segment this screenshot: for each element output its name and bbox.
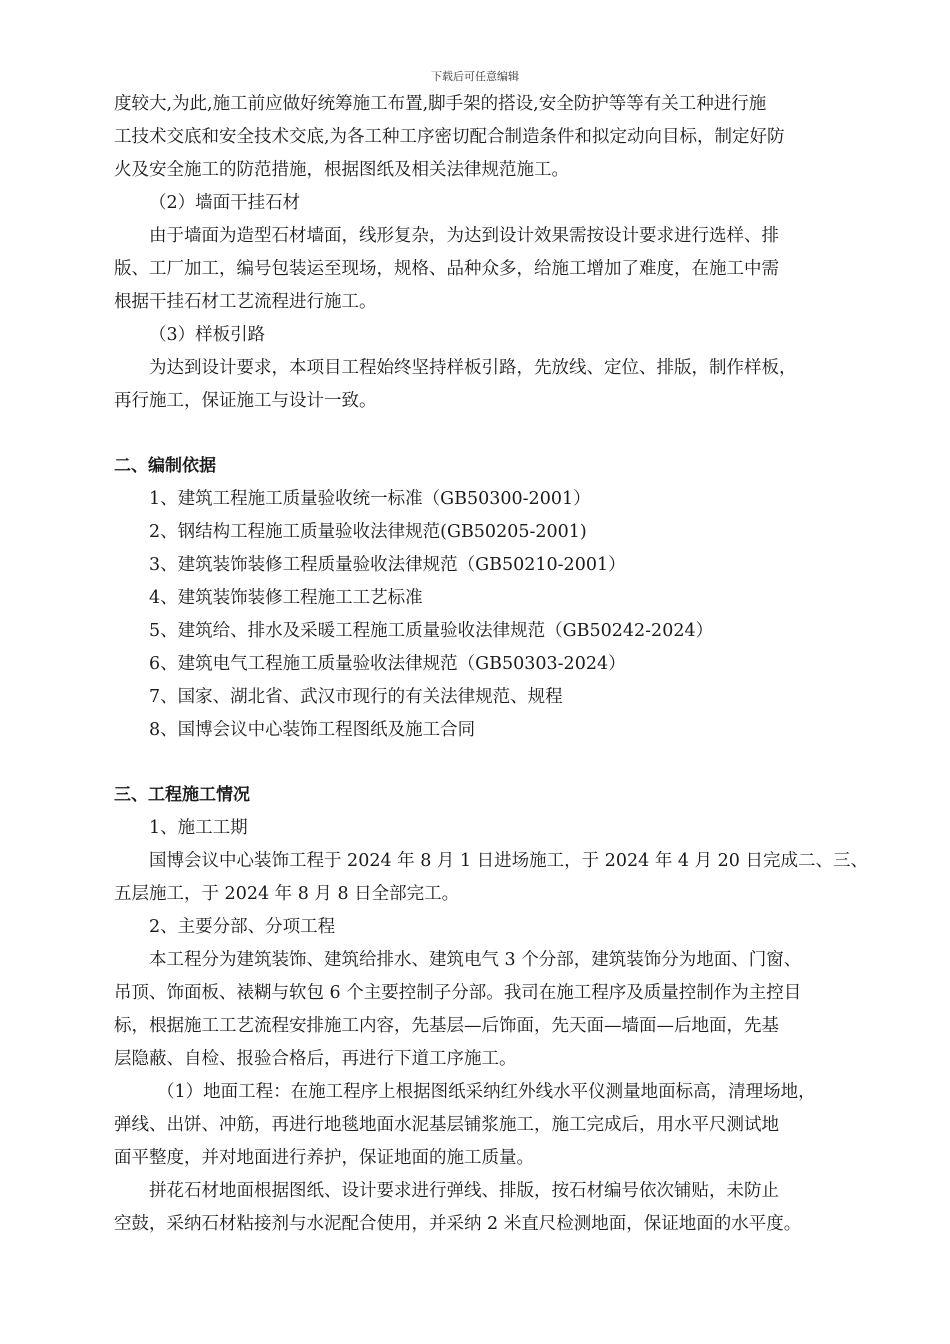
list-item: 1、建筑工程施工质量验收统一标准（GB50300-2001）: [149, 489, 591, 509]
paragraph-line: 面平整度，并对地面进行养护，保证地面的施工质量。: [114, 1148, 534, 1168]
paragraph-line: 拼花石材地面根据图纸、设计要求进行弹线、排版，按石材编号依次铺贴，未防止: [149, 1181, 779, 1201]
paragraph-line: 度较大,为此,施工前应做好统筹施工布置,脚手架的搭设,安全防护等等有关工种进行施: [114, 94, 767, 114]
paragraph-line: 为达到设计要求，本项目工程始终坚持样板引路，先放线、定位、排版，制作样板，: [149, 358, 797, 378]
paragraph-line: 本工程分为建筑装饰、建筑给排水、建筑电气 3 个分部，建筑装饰分为地面、门窗、: [149, 950, 802, 970]
list-item: 3、建筑装饰装修工程质量验收法律规范（GB50210-2001）: [149, 555, 626, 575]
paragraph-line: 国博会议中心装饰工程于 2024 年 8 月 1 日进场施工，于 2024 年 4 月 20 日完成二、三、: [149, 851, 868, 871]
list-item: 7、国家、湖北省、武汉市现行的有关法律规范、规程: [149, 687, 563, 707]
subsection-title: （2）墙面干挂石材: [149, 193, 301, 213]
list-item: 6、建筑电气工程施工质量验收法律规范（GB50303-2024）: [149, 654, 626, 674]
list-item: 8、国博会议中心装饰工程图纸及施工合同: [149, 720, 476, 740]
list-item: 2、钢结构工程施工质量验收法律规范(GB50205-2001): [149, 522, 587, 542]
paragraph-line: 五层施工，于 2024 年 8 月 8 日全部完工。: [114, 884, 460, 904]
paragraph-line: 根据干挂石材工艺流程进行施工。: [114, 292, 377, 312]
subsection-title: （3）样板引路: [149, 325, 266, 345]
section-heading: 二、编制依据: [114, 456, 216, 476]
list-item: 4、建筑装饰装修工程施工工艺标准: [149, 588, 423, 608]
list-item: 5、建筑给、排水及采暖工程施工质量验收法律规范（GB50242-2024）: [149, 621, 714, 641]
paragraph-line: 空鼓，采纳石材粘接剂与水泥配合使用，并采纳 2 米直尺检测地面，保证地面的水平度。: [114, 1214, 802, 1234]
paragraph-line: 由于墙面为造型石材墙面，线形复杂，为达到设计效果需按设计要求进行选样、排: [149, 226, 779, 246]
page-header-note: 下载后可任意编辑: [431, 70, 519, 83]
paragraph-line: 层隐蔽、自检、报验合格后，再进行下道工序施工。: [114, 1049, 517, 1069]
paragraph-line: （1）地面工程：在施工程序上根据图纸采纳红外线水平仪测量地面标高，清理场地，: [157, 1082, 816, 1102]
paragraph-line: 弹线、出饼、冲筋，再进行地毯地面水泥基层铺浆施工，施工完成后，用水平尺测试地: [114, 1115, 779, 1135]
paragraph-line: 标，根据施工工艺流程安排施工内容，先基层—后饰面，先天面—墙面—后地面，先基: [114, 1016, 779, 1036]
paragraph-line: 版、工厂加工，编号包装运至现场，规格、品种众多，给施工增加了难度，在施工中需: [114, 259, 779, 279]
paragraph-line: 吊顶、饰面板、裱糊与软包 6 个主要控制子分部。我司在施工程序及质量控制作为主控目: [114, 983, 802, 1003]
paragraph-line: 工技术交底和安全技术交底,为各工种工序密切配合制造条件和拟定动向目标，制定好防: [114, 127, 785, 147]
paragraph-line: 再行施工，保证施工与设计一致。: [114, 391, 377, 411]
paragraph-line: 火及安全施工的防范措施，根据图纸及相关法律规范施工。: [114, 160, 569, 180]
section-heading: 三、工程施工情况: [114, 785, 250, 805]
subsection-title: 1、施工工期: [149, 818, 248, 838]
subsection-title: 2、主要分部、分项工程: [149, 917, 336, 937]
